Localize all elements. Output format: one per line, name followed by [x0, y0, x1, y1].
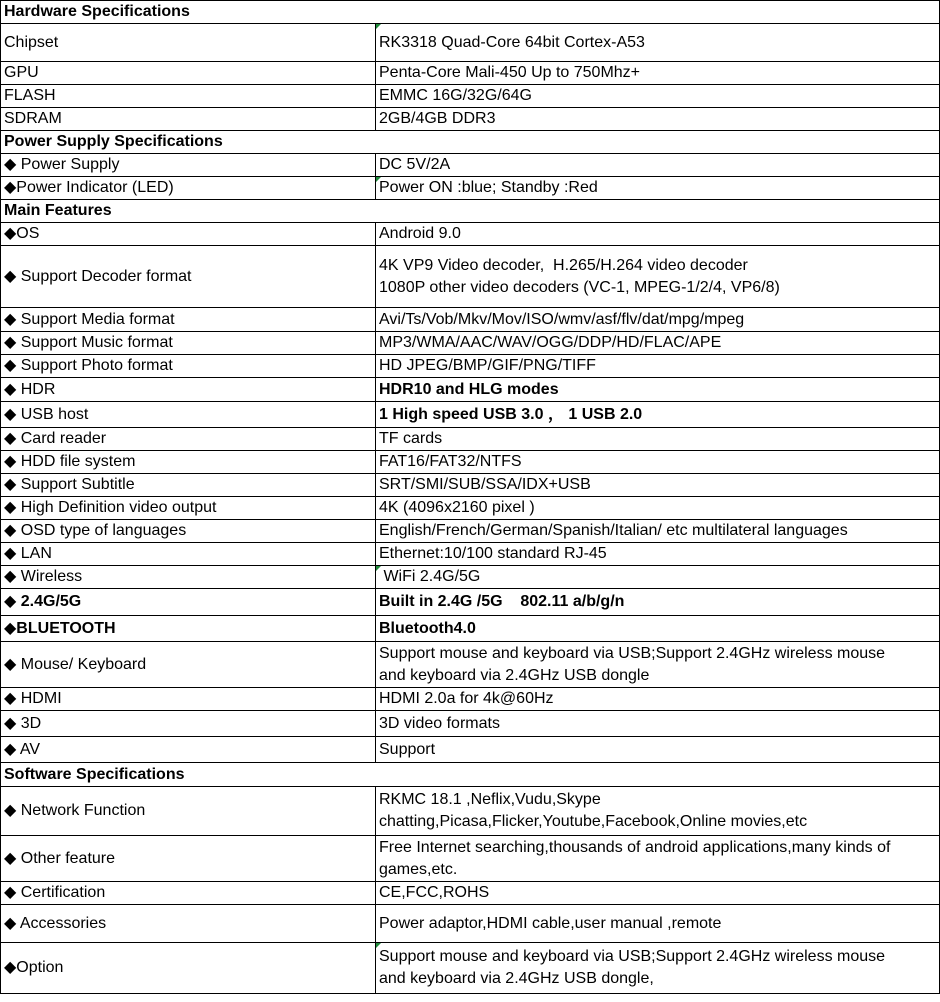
spec-value	[376, 642, 940, 688]
section-title: Power Supply Specifications	[1, 131, 940, 154]
spec-value	[376, 474, 940, 497]
spec-value-line: Avi/Ts/Vob/Mkv/Mov/ISO/wmv/asf/flv/dat/mpg/mpeg	[379, 310, 745, 328]
section-header-power-supply-specifications	[1, 131, 940, 154]
spec-label: SDRAM	[1, 108, 376, 131]
spec-value	[376, 378, 940, 402]
spec-value-line: Ethernet:10/100 standard RJ-45	[379, 545, 607, 562]
spec-row-mouse-keyboard	[1, 642, 940, 688]
section-header-software-specifications	[1, 763, 940, 787]
spec-label: ◆ HDR	[1, 378, 376, 402]
spec-label: GPU	[1, 62, 376, 85]
spec-value	[376, 246, 940, 308]
spec-row-os	[1, 223, 940, 246]
spec-row-3d	[1, 711, 940, 737]
spec-label: ◆ Power Supply	[1, 154, 376, 177]
spec-row-other-feature	[1, 836, 940, 882]
spec-row-2-4g-5g	[1, 589, 940, 616]
spec-row-usb-host	[1, 402, 940, 428]
spec-value-line: Built in 2.4G /5G 802.11 a/b/g/n	[379, 593, 625, 610]
spec-label: Chipset	[1, 24, 376, 62]
spec-value-line: Penta-Core Mali-450 Up to 750Mhz+	[379, 64, 641, 81]
spec-value	[376, 24, 940, 62]
section-header-hardware-specifications	[1, 1, 940, 24]
spec-label: ◆ OSD type of languages	[1, 520, 376, 543]
spec-value	[376, 451, 940, 474]
spec-value-line: EMMC 16G/32G/64G	[379, 87, 532, 104]
spec-value-line: Free Internet searching,thousands of android applications,many kinds of	[379, 838, 891, 856]
spec-row-support-photo-format	[1, 355, 940, 378]
spec-value-line: 1080P other video decoders (VC-1, MPEG-1/2/4, VP6/8)	[379, 278, 780, 296]
spec-value	[376, 332, 940, 355]
spec-row-support-media-format	[1, 308, 940, 332]
spec-value-line: RK3318 Quad-Core 64bit Cortex-A53	[379, 33, 645, 51]
section-title: Software Specifications	[1, 763, 940, 787]
spec-value-line: chatting,Picasa,Flicker,Youtube,Facebook,Online movies,etc	[379, 813, 808, 830]
spec-label: ◆ 2.4G/5G	[1, 589, 376, 616]
spec-row-sdram	[1, 108, 940, 131]
spec-row-av	[1, 737, 940, 763]
spec-value-line: Support mouse and keyboard via USB;Support 2.4GHz wireless mouse	[379, 644, 886, 662]
spec-label: ◆BLUETOOTH	[1, 616, 376, 642]
spec-row-flash	[1, 85, 940, 108]
spec-value-line: and keyboard via 2.4GHz USB dongle,	[379, 970, 654, 987]
spec-row-wireless	[1, 566, 940, 589]
spec-row-option	[1, 943, 940, 994]
spec-value	[376, 108, 940, 131]
spec-value-line: SRT/SMI/SUB/SSA/IDX+USB	[379, 476, 591, 493]
spec-row-chipset	[1, 24, 940, 62]
spec-value	[376, 905, 940, 943]
spec-row-support-decoder-format	[1, 246, 940, 308]
spec-table-body	[1, 1, 940, 994]
spec-value	[376, 589, 940, 616]
spec-value-line: 4K (4096x2160 pixel )	[379, 499, 535, 516]
spec-value-line: Android 9.0	[379, 225, 461, 242]
spec-value	[376, 943, 940, 994]
spec-value-line: DC 5V/2A	[379, 156, 451, 173]
spec-value-line: English/French/German/Spanish/Italian/ etc multilateral languages	[379, 522, 848, 539]
spec-value	[376, 154, 940, 177]
spec-value	[376, 616, 940, 642]
spec-value	[376, 520, 940, 543]
spec-label: ◆ Wireless	[1, 566, 376, 589]
spec-label: ◆ Support Music format	[1, 332, 376, 355]
spec-row-hdr	[1, 378, 940, 402]
spec-value-line: TF cards	[379, 430, 443, 447]
spec-value	[376, 428, 940, 451]
spec-label: ◆Option	[1, 943, 376, 994]
spec-row-accessories	[1, 905, 940, 943]
spec-label: ◆ AV	[1, 737, 376, 763]
spec-label: ◆ 3D	[1, 711, 376, 737]
spec-value	[376, 355, 940, 378]
spec-value	[376, 711, 940, 737]
section-title: Hardware Specifications	[1, 1, 940, 24]
spec-row-gpu	[1, 62, 940, 85]
spec-row-bluetooth	[1, 616, 940, 642]
spec-label: ◆Power Indicator (LED)	[1, 177, 376, 200]
spec-value	[376, 737, 940, 763]
spec-value	[376, 688, 940, 711]
spec-value-line: and keyboard via 2.4GHz USB dongle	[379, 666, 650, 684]
spec-label: ◆ Support Decoder format	[1, 246, 376, 308]
spec-value-line: WiFi 2.4G/5G	[379, 568, 481, 585]
spec-label: FLASH	[1, 85, 376, 108]
spec-value-line: FAT16/FAT32/NTFS	[379, 453, 522, 470]
spec-row-card-reader	[1, 428, 940, 451]
spec-value-line: MP3/WMA/AAC/WAV/OGG/DDP/HD/FLAC/APE	[379, 334, 722, 351]
spec-label: ◆OS	[1, 223, 376, 246]
spec-row-power-indicator-led	[1, 177, 940, 200]
spec-value-line: HDMI 2.0a for 4k@60Hz	[379, 690, 554, 707]
spec-label: ◆ Card reader	[1, 428, 376, 451]
spec-value	[376, 177, 940, 200]
spec-value	[376, 223, 940, 246]
spec-label: ◆ Mouse/ Keyboard	[1, 642, 376, 688]
spec-label: ◆ High Definition video output	[1, 497, 376, 520]
spec-label: ◆ HDD file system	[1, 451, 376, 474]
spec-value	[376, 402, 940, 428]
spec-row-high-definition-video-output	[1, 497, 940, 520]
spec-row-network-function	[1, 787, 940, 836]
spec-label: ◆ Accessories	[1, 905, 376, 943]
section-header-main-features	[1, 200, 940, 223]
spec-label: ◆ Network Function	[1, 787, 376, 836]
spec-value-line: HDR10 and HLG modes	[379, 380, 559, 398]
spec-label: ◆ Support Photo format	[1, 355, 376, 378]
spec-value	[376, 566, 940, 589]
spec-label: ◆ Support Media format	[1, 308, 376, 332]
spec-value	[376, 497, 940, 520]
spec-value	[376, 85, 940, 108]
spec-row-osd-type-of-languages	[1, 520, 940, 543]
spec-value	[376, 308, 940, 332]
spec-label: ◆ Support Subtitle	[1, 474, 376, 497]
spec-value-line: Support	[379, 740, 436, 758]
spec-value-line: Support mouse and keyboard via USB;Support 2.4GHz wireless mouse	[379, 948, 886, 965]
spec-label: ◆ LAN	[1, 543, 376, 566]
spec-value-line: 4K VP9 Video decoder, H.265/H.264 video decoder	[379, 256, 748, 274]
spec-label: ◆ HDMI	[1, 688, 376, 711]
spec-label: ◆ USB host	[1, 402, 376, 428]
spec-value-line: RKMC 18.1 ,Neflix,Vudu,Skype	[379, 791, 601, 808]
spec-value-line: CE,FCC,ROHS	[379, 884, 490, 901]
spec-value-line: 1 High speed USB 3.0 ， 1 USB 2.0	[379, 405, 643, 423]
spec-value	[376, 882, 940, 905]
spec-value-line: Power adaptor,HDMI cable,user manual ,remote	[379, 914, 722, 932]
spec-value	[376, 836, 940, 882]
spec-value-line: 3D video formats	[379, 714, 500, 732]
spec-value	[376, 543, 940, 566]
spec-label: ◆ Other feature	[1, 836, 376, 882]
spec-row-hdmi	[1, 688, 940, 711]
spec-value-line: games,etc.	[379, 860, 458, 878]
section-title: Main Features	[1, 200, 940, 223]
spec-value	[376, 787, 940, 836]
spec-row-support-music-format	[1, 332, 940, 355]
spec-row-hdd-file-system	[1, 451, 940, 474]
spec-value-line: 2GB/4GB DDR3	[379, 110, 496, 127]
spec-row-power-supply	[1, 154, 940, 177]
spec-row-lan	[1, 543, 940, 566]
spec-value-line: HD JPEG/BMP/GIF/PNG/TIFF	[379, 357, 596, 374]
spec-value-line: Bluetooth4.0	[379, 619, 476, 637]
spec-label: ◆ Certification	[1, 882, 376, 905]
spec-row-support-subtitle	[1, 474, 940, 497]
spec-value-line: Power ON :blue; Standby :Red	[379, 179, 598, 196]
spec-value	[376, 62, 940, 85]
spec-row-certification	[1, 882, 940, 905]
